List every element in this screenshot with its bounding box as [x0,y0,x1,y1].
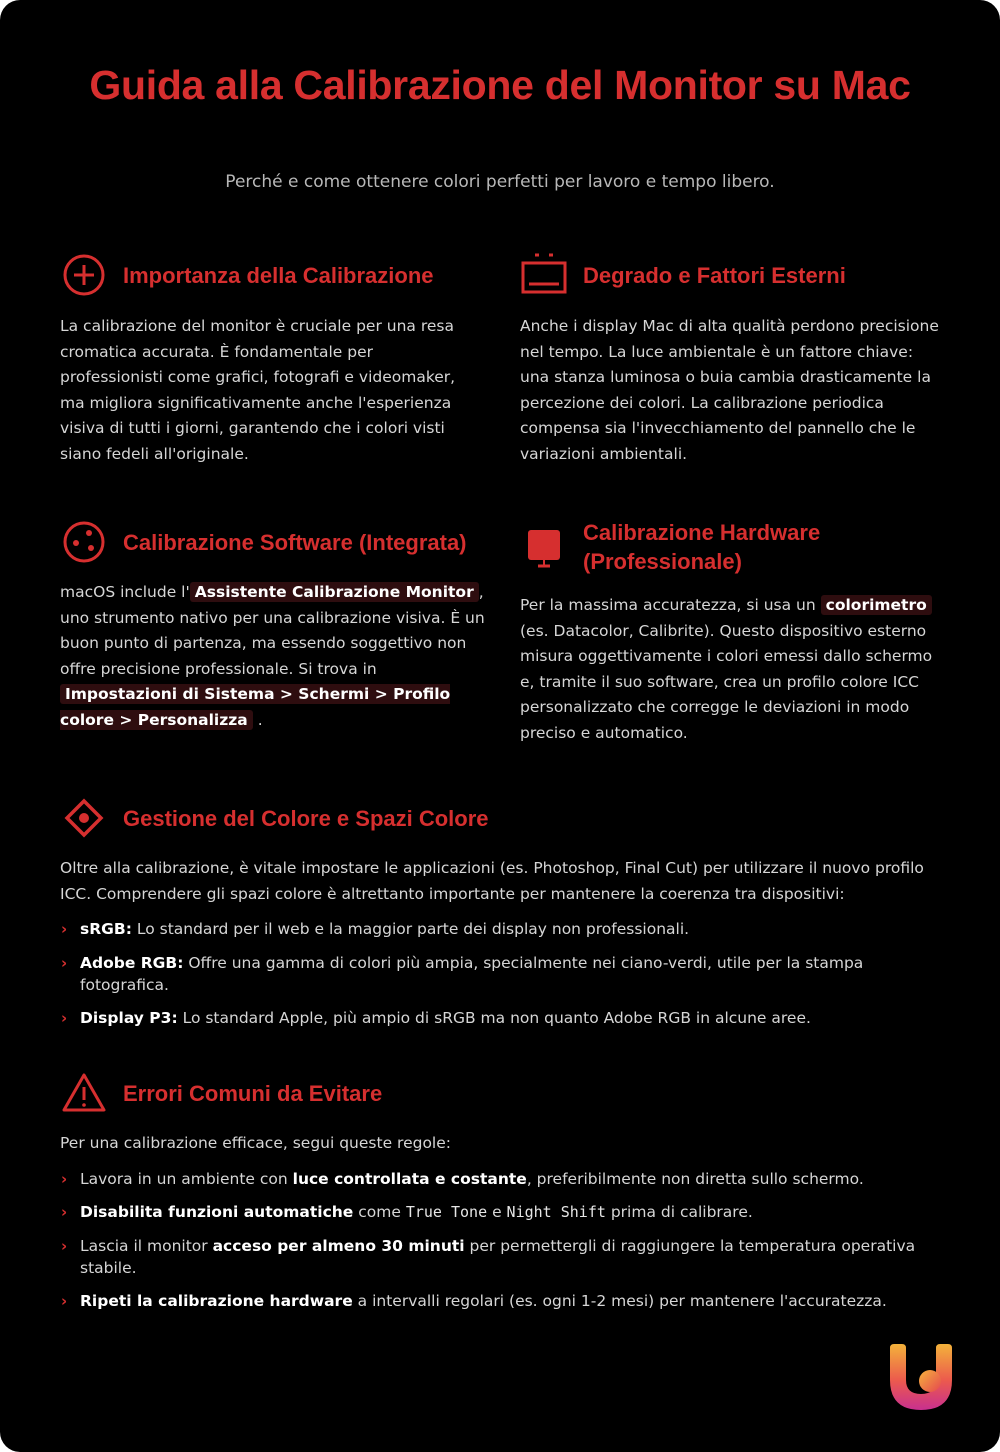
list-text: Lo standard Apple, più ampio di sRGB ma non quanto Adobe RGB in alcune aree. [182,1009,811,1028]
page-title: Guida alla Calibrazione del Monitor su Mac [89,62,911,108]
section-header [60,251,480,299]
section-header [60,794,945,842]
section-text: Anche i display Mac di alta qualità perdono precisione nel tempo. La luce ambientale è un fattore chiave: una stanza luminosa o buia cambia drasticamente la percezione dei colori. La calibrazione periodica compensa sia l'invecchiamento del pannello che le variazioni ambientali. [520,317,939,463]
section-hardware [520,518,945,747]
chevron-right-icon: › [61,1292,68,1311]
target-diamond-icon [60,794,108,842]
list-item [60,1007,945,1029]
list-term: Adobe RGB: [80,953,184,972]
plus-circle-icon [60,251,108,299]
code-night-shift: Night Shift [506,1203,606,1222]
section-title: Importanza della Calibrazione [123,262,434,288]
list-text: e [492,1203,502,1222]
list-text: a intervalli regolari (es. ogni 1-2 mesi) per mantenere l'accuratezza. [357,1292,887,1311]
list-term: Disabilita funzioni automatiche [80,1203,354,1222]
section-errors [60,1069,945,1324]
list-term: acceso per almeno 30 minuti [212,1236,465,1255]
section-software [60,518,485,734]
section-text [60,580,485,734]
chevron-right-icon: › [61,1236,68,1255]
text-part: Per la massima accuratezza, si usa un [520,596,816,614]
section-title: Calibrazione Software (Integrata) [123,529,467,555]
section-text: Oltre alla calibrazione, è vitale impostare le applicazioni (es. Photoshop, Final Cut) per utilizzare il nuovo profilo ICC. Comprendere gli spazi colore è altrettanto importante per mantenere la coerenza tra dispositivi: [60,859,924,903]
list-text: Lavora in un ambiente con [80,1169,288,1188]
section-color-management [60,794,945,1041]
highlight-colorimeter: colorimetro [821,595,932,615]
section-text: La calibrazione del monitor è cruciale per una resa cromatica accurata. È fondamentale per professionisti come grafici, fotografi e videomaker, ma migliora significativamente anche l'esperienza visiva di tutti i giorni, garantendo che i colori visti siano fedeli all'originale. [60,317,456,463]
list-text: Lascia il monitor [80,1236,208,1255]
highlight-assistant: Assistente Calibrazione Monitor [190,582,479,602]
page-subtitle: Perché e come ottenere colori perfetti per lavoro e tempo libero. [225,172,775,192]
list-term: Ripeti la calibrazione hardware [80,1292,353,1311]
chevron-right-icon: › [61,920,68,939]
section-importance [60,251,480,468]
list-item [60,1290,945,1312]
text-part: , uno strumento nativo per una calibrazione visiva. È un buon punto di partenza, ma essendo soggettivo non offre precisione professionale. Si trova in [60,583,485,678]
list-item [60,1235,945,1279]
chevron-right-icon: › [61,953,68,972]
list-term: luce controllata e costante [292,1169,527,1188]
text-part: (es. Datacolor, Calibrite). Questo dispositivo esterno misura oggettivamente i colori emessi dallo schermo e, tramite il suo software, crea un profilo colore ICC personalizzato che corregge le deviazioni in modo preciso e automatico. [520,621,933,742]
warning-triangle-icon [60,1069,108,1117]
list-text: Offre una gamma di colori più ampia, specialmente nei ciano-verdi, utile per la stampa fotografica. [80,953,864,994]
text-part: macOS include l' [60,583,190,601]
section-title: Degrado e Fattori Esterni [583,262,846,288]
highlight-settings-path: Impostazioni di Sistema > Schermi > Profilo colore > Personalizza [60,685,451,729]
list-text: Lo standard per il web e la maggior parte dei display non professionali. [136,920,690,939]
list-item [60,1201,945,1223]
section-title: Gestione del Colore e Spazi Colore [123,805,489,831]
section-text [520,593,945,747]
code-true-tone: True Tone [405,1203,488,1222]
chevron-right-icon: › [61,1169,68,1188]
list-item [60,952,945,996]
brand-logo-icon [884,1340,958,1414]
section-text: Per una calibrazione efficace, segui queste regole: [60,1134,451,1152]
color-space-list [60,918,945,1029]
list-term: sRGB: [80,920,132,939]
list-text: , preferibilmente non diretta sullo schermo. [526,1169,864,1188]
section-degradation [520,251,940,468]
list-text: per permettergli di raggiungere la temperatura operativa stabile. [80,1236,916,1277]
section-title: Calibrazione Hardware (Professionale) [583,520,821,574]
list-term: Display P3: [80,1009,178,1028]
palette-icon [60,518,108,566]
chevron-right-icon: › [61,1203,68,1222]
section-header [520,251,940,299]
section-header [520,518,945,576]
colorimeter-icon [520,523,568,571]
list-item [60,918,945,940]
section-title: Errori Comuni da Evitare [123,1080,383,1106]
section-header [60,518,485,566]
text-part: . [257,710,263,729]
list-text: prima di calibrare. [610,1203,753,1222]
section-header [60,1069,945,1117]
monitor-icon [520,251,568,299]
list-text: come [358,1203,401,1222]
chevron-right-icon: › [61,1009,68,1028]
errors-list [60,1168,945,1313]
list-item [60,1168,945,1190]
